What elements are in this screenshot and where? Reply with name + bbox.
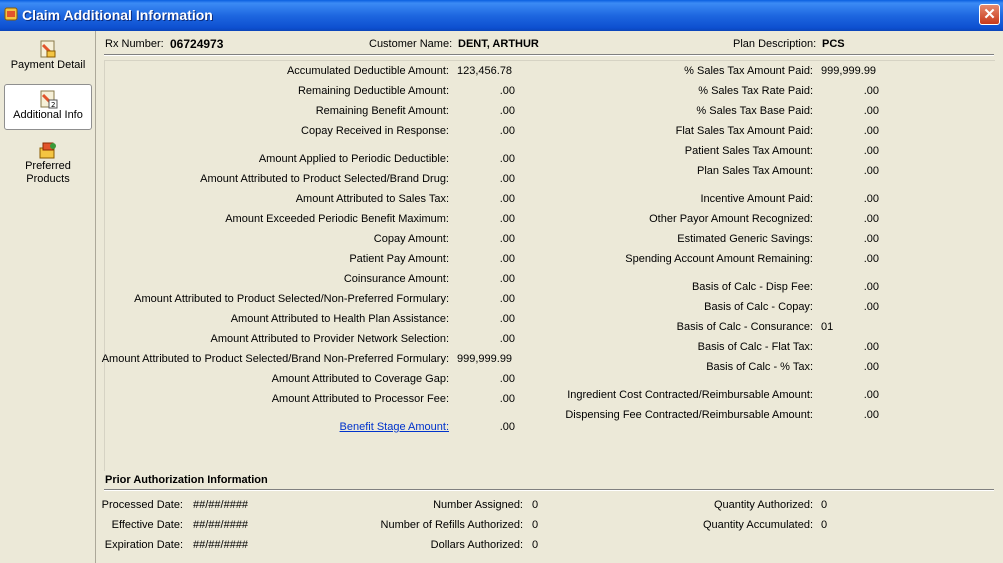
sidebar-item-preferred-products[interactable]	[4, 136, 92, 192]
left-field-value: .00	[499, 421, 515, 433]
svg-text:2: 2	[51, 101, 56, 109]
effective-date-value: ##/##/####	[193, 519, 249, 531]
quantity-authorized-label: Quantity Authorized:	[713, 499, 813, 511]
sidebar	[0, 31, 96, 563]
left-field-value: .00	[499, 273, 515, 285]
left-field-value: .00	[499, 333, 515, 345]
left-field-value: .00	[499, 105, 515, 117]
right-field-label: Ingredient Cost Contracted/Reimbursable Amount:	[567, 389, 813, 401]
right-field-label: Patient Sales Tax Amount:	[684, 145, 813, 157]
app-icon	[4, 7, 18, 21]
preferred-products-icon	[38, 140, 58, 160]
header-divider	[104, 54, 994, 56]
left-field-label: Remaining Deductible Amount:	[297, 85, 449, 97]
left-field-value: .00	[499, 85, 515, 97]
left-field-value: .00	[499, 233, 515, 245]
title-bar	[0, 0, 1003, 31]
left-field-label: Copay Received in Response:	[301, 125, 449, 137]
left-field-value: .00	[499, 393, 515, 405]
additional-info-icon	[38, 89, 58, 109]
left-field-value: .00	[499, 213, 515, 225]
left-field-label: Coinsurance Amount:	[343, 273, 449, 285]
left-field-label: Amount Attributed to Product Selected/Non-Preferred Formulary:	[134, 293, 449, 305]
right-field-label: % Sales Tax Rate Paid:	[698, 85, 813, 97]
left-field-label: Amount Attributed to Sales Tax:	[295, 193, 449, 205]
right-field-value: .00	[863, 85, 879, 97]
right-field-value: .00	[863, 213, 879, 225]
right-field-label: Basis of Calc - % Tax:	[706, 361, 813, 373]
right-field-label: % Sales Tax Base Paid:	[696, 105, 813, 117]
number-assigned-value: 0	[532, 499, 539, 511]
right-field-value: 999,999.99	[821, 65, 877, 77]
left-field-label: Accumulated Deductible Amount:	[286, 65, 449, 77]
left-field-label: Amount Applied to Periodic Deductible:	[258, 153, 449, 165]
expiration-date-label: Expiration Date:	[104, 539, 183, 551]
prior-auth-divider	[104, 489, 994, 491]
prior-auth-title: Prior Authorization Information	[105, 474, 268, 486]
sidebar-item-label: Additional Info	[13, 109, 83, 121]
right-field-value: .00	[863, 233, 879, 245]
window-title: Claim Additional Information	[22, 7, 213, 23]
left-field-label[interactable]: Benefit Stage Amount:	[339, 421, 449, 433]
left-field-label: Amount Attributed to Product Selected/Brand Non-Preferred Formulary:	[101, 353, 449, 365]
right-field-label: Basis of Calc - Copay:	[704, 301, 813, 313]
left-field-label: Remaining Benefit Amount:	[315, 105, 449, 117]
right-field-value: .00	[863, 389, 879, 401]
right-field-value: .00	[863, 301, 879, 313]
left-field-value: .00	[499, 193, 515, 205]
quantity-accumulated-label: Quantity Accumulated:	[702, 519, 813, 531]
left-field-value: .00	[499, 173, 515, 185]
right-field-label: Dispensing Fee Contracted/Reimbursable Amount:	[565, 409, 813, 421]
right-field-label: Flat Sales Tax Amount Paid:	[675, 125, 813, 137]
quantity-authorized-value: 0	[821, 499, 828, 511]
right-field-value: .00	[863, 281, 879, 293]
right-field-value: .00	[863, 361, 879, 373]
left-field-value: .00	[499, 293, 515, 305]
right-field-value: 01	[821, 321, 834, 333]
left-field-value: .00	[499, 125, 515, 137]
right-field-value: .00	[863, 409, 879, 421]
left-field-value: .00	[499, 313, 515, 325]
rx-number-value: 06724973	[170, 37, 224, 51]
customer-name-value: DENT, ARTHUR	[458, 38, 539, 50]
processed-date-value: ##/##/####	[193, 499, 249, 511]
right-field-label: Basis of Calc - Consurance:	[676, 321, 813, 333]
right-field-label: Plan Sales Tax Amount:	[697, 165, 813, 177]
left-field-value: 123,456.78	[457, 65, 513, 77]
left-field-label: Amount Attributed to Health Plan Assistance:	[230, 313, 449, 325]
right-field-label: Spending Account Amount Remaining:	[625, 253, 813, 265]
plan-description-label: Plan Description:	[733, 38, 817, 50]
customer-name-label: Customer Name:	[369, 38, 453, 50]
left-field-label: Amount Attributed to Coverage Gap:	[271, 373, 449, 385]
right-field-value: .00	[863, 253, 879, 265]
right-field-label: Estimated Generic Savings:	[677, 233, 813, 245]
right-field-value: .00	[863, 341, 879, 353]
dollars-authorized-value: 0	[532, 539, 539, 551]
left-field-label: Amount Attributed to Processor Fee:	[271, 393, 449, 405]
left-field-value: .00	[499, 153, 515, 165]
quantity-accumulated-value: 0	[821, 519, 828, 531]
right-field-label: Basis of Calc - Flat Tax:	[697, 341, 813, 353]
right-field-label: Basis of Calc - Disp Fee:	[691, 281, 813, 293]
main-panel	[97, 31, 1003, 563]
dollars-authorized-label: Dollars Authorized:	[430, 539, 523, 551]
plan-description-value: PCS	[822, 38, 845, 50]
close-button[interactable]: ✕	[979, 4, 1000, 25]
left-field-value: 999,999.99	[457, 353, 513, 365]
right-field-value: .00	[863, 125, 879, 137]
right-field-value: .00	[863, 193, 879, 205]
rx-number-label: Rx Number:	[105, 38, 164, 50]
processed-date-label: Processed Date:	[101, 499, 183, 511]
right-field-value: .00	[863, 165, 879, 177]
sidebar-item-label: Payment Detail	[10, 59, 86, 71]
left-field-value: .00	[499, 253, 515, 265]
expiration-date-value: ##/##/####	[193, 539, 249, 551]
left-field-label: Patient Pay Amount:	[349, 253, 449, 265]
right-field-value: .00	[863, 105, 879, 117]
refills-authorized-value: 0	[532, 519, 539, 531]
refills-authorized-label: Number of Refills Authorized:	[380, 519, 523, 531]
number-assigned-label: Number Assigned:	[433, 499, 523, 511]
left-field-label: Amount Attributed to Product Selected/Brand Drug:	[200, 173, 449, 185]
right-field-value: .00	[863, 145, 879, 157]
sidebar-item-payment-detail[interactable]	[4, 35, 92, 81]
right-field-label: % Sales Tax Amount Paid:	[684, 65, 813, 77]
sidebar-item-label: Preferred Products	[25, 160, 71, 185]
effective-date-label: Effective Date:	[111, 519, 183, 531]
left-field-label: Copay Amount:	[373, 233, 449, 245]
right-field-label: Incentive Amount Paid:	[700, 193, 813, 205]
sidebar-item-additional-info[interactable]	[4, 84, 92, 130]
payment-detail-icon	[38, 39, 58, 59]
left-field-label: Amount Exceeded Periodic Benefit Maximum:	[225, 213, 449, 225]
left-field-value: .00	[499, 373, 515, 385]
right-field-label: Other Payor Amount Recognized:	[649, 213, 813, 225]
left-field-label: Amount Attributed to Provider Network Selection:	[210, 333, 449, 345]
